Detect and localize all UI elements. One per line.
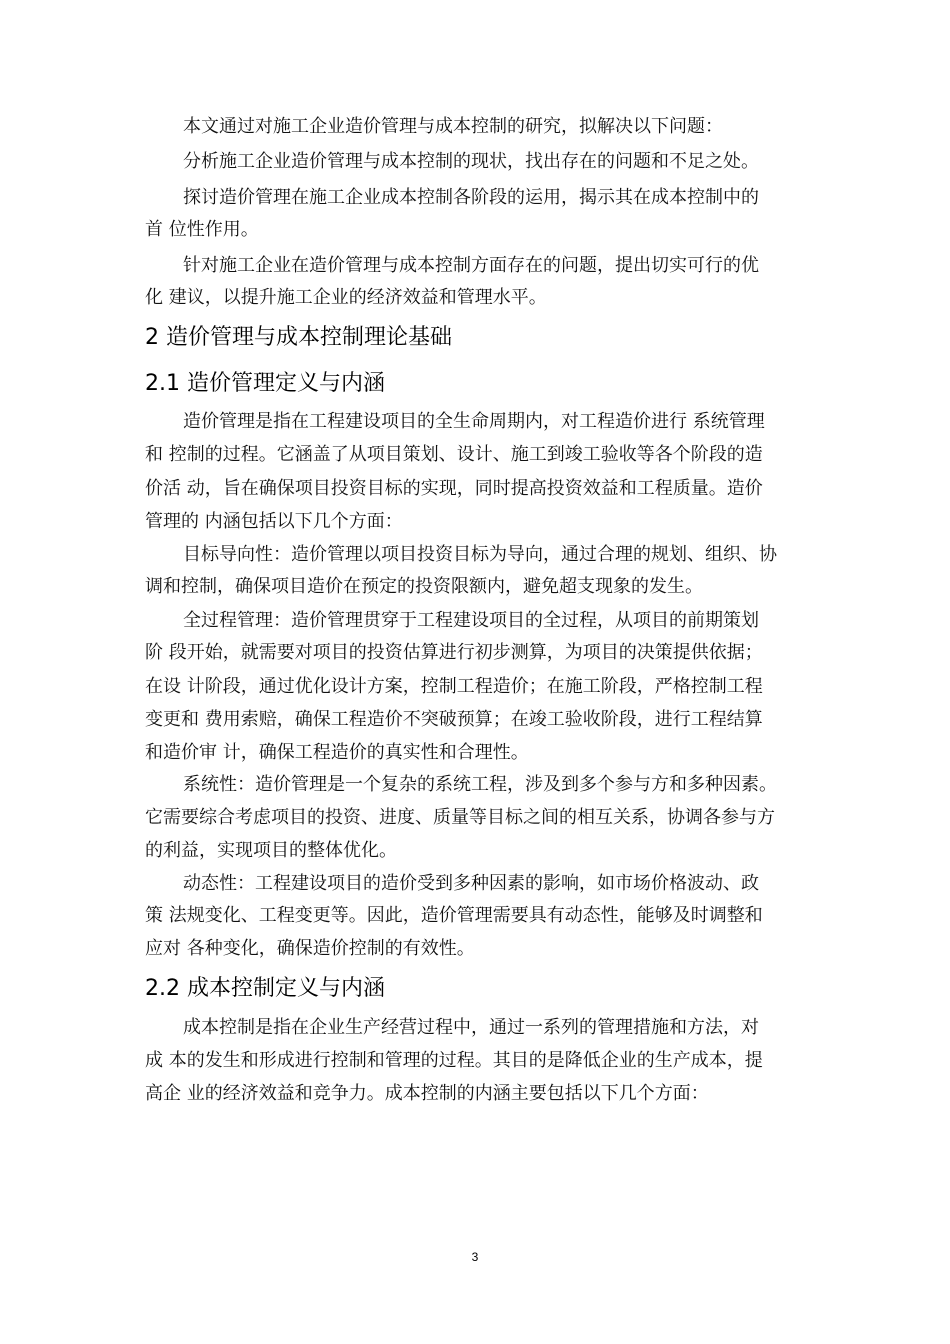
page-number: 3 — [471, 1250, 479, 1264]
s21-p3-line-4: 变更和 费用索赔，确保工程造价不突破预算；在竣工验收阶段，进行工程结算 — [145, 709, 763, 730]
s21-p2-line-1: 目标导向性：造价管理以项目投资目标为导向，通过合理的规划、组织、协 — [183, 544, 777, 565]
s21-p1-line-2: 和 控制的过程。它涵盖了从项目策划、设计、施工到竣工验收等各个阶段的造 — [145, 444, 763, 465]
section-2-heading: 2 造价管理与成本控制理论基础 — [145, 325, 452, 350]
s21-p1-line-3: 价活 动，旨在确保项目投资目标的实现，同时提高投资效益和工程质量。造价 — [145, 478, 763, 499]
s21-p2-line-2: 调和控制，确保项目造价在预定的投资限额内，避免超支现象的发生。 — [145, 576, 703, 597]
s21-p5-line-3: 应对 各种变化，确保造价控制的有效性。 — [145, 938, 475, 959]
s21-p4-line-1: 系统性：造价管理是一个复杂的系统工程，涉及到多个参与方和多种因素。 — [183, 774, 777, 795]
s21-p1-line-4: 管理的 内涵包括以下几个方面： — [145, 511, 403, 532]
s22-p1-line-1: 成本控制是指在企业生产经营过程中，通过一系列的管理措施和方法，对 — [183, 1017, 759, 1038]
s21-p5-line-1: 动态性：工程建设项目的造价受到多种因素的影响，如市场价格波动、政 — [183, 873, 759, 894]
s21-p3-line-1: 全过程管理：造价管理贯穿于工程建设项目的全过程，从项目的前期策划 — [183, 610, 759, 631]
intro-line-3: 探讨造价管理在施工企业成本控制各阶段的运用，揭示其在成本控制中的 — [183, 187, 759, 208]
intro-line-4: 首 位性作用。 — [145, 219, 259, 240]
s21-p1-line-1: 造价管理是指在工程建设项目的全生命周期内，对工程造价进行 系统管理 — [183, 411, 765, 432]
intro-line-6: 化 建议，以提升施工企业的经济效益和管理水平。 — [145, 287, 547, 308]
s21-p3-line-2: 阶 段开始，就需要对项目的投资估算进行初步测算，为项目的决策提供依据； — [145, 642, 763, 663]
intro-line-1: 本文通过对施工企业造价管理与成本控制的研究，拟解决以下问题： — [183, 116, 723, 137]
s21-p4-line-2: 它需要综合考虑项目的投资、进度、质量等目标之间的相互关系，协调各参与方 — [145, 807, 775, 828]
intro-line-2: 分析施工企业造价管理与成本控制的现状，找出存在的问题和不足之处。 — [183, 151, 759, 172]
section-2-1-heading: 2.1 造价管理定义与内涵 — [145, 371, 385, 396]
s21-p4-line-3: 的利益，实现项目的整体优化。 — [145, 840, 397, 861]
s21-p3-line-3: 在设 计阶段，通过优化设计方案，控制工程造价；在施工阶段，严格控制工程 — [145, 676, 763, 697]
s22-p1-line-3: 高企 业的经济效益和竞争力。成本控制的内涵主要包括以下几个方面： — [145, 1083, 709, 1104]
s21-p3-line-5: 和造价审 计，确保工程造价的真实性和合理性。 — [145, 742, 529, 763]
s21-p5-line-2: 策 法规变化、工程变更等。因此，造价管理需要具有动态性，能够及时调整和 — [145, 905, 763, 926]
section-2-2-heading: 2.2 成本控制定义与内涵 — [145, 976, 385, 1001]
intro-line-5: 针对施工企业在造价管理与成本控制方面存在的问题，提出切实可行的优 — [183, 255, 759, 276]
s22-p1-line-2: 成 本的发生和形成进行控制和管理的过程。其目的是降低企业的生产成本，提 — [145, 1050, 763, 1071]
